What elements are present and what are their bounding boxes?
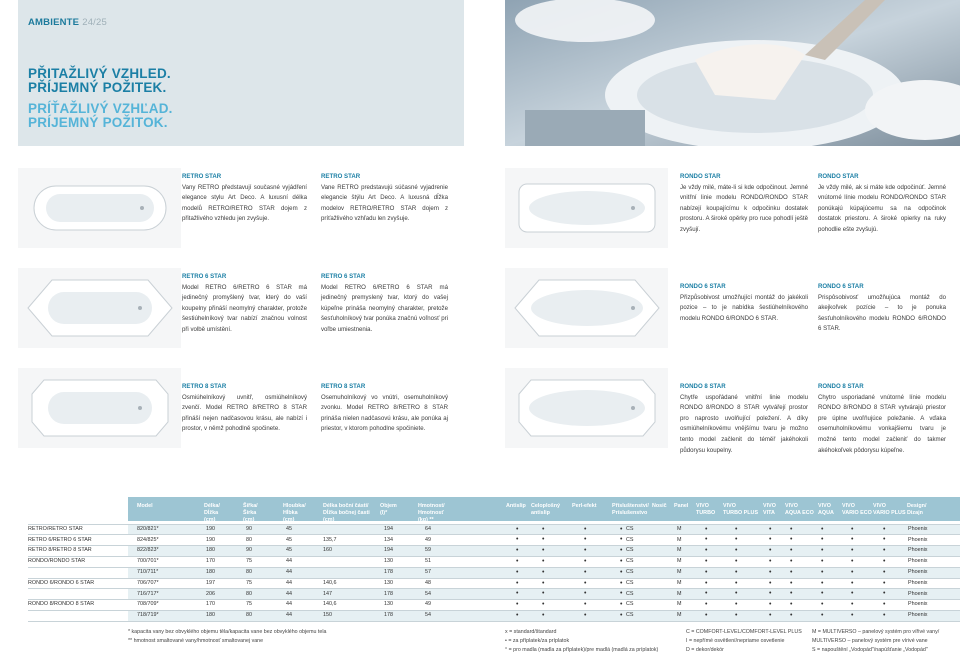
table-row-divider <box>28 534 960 535</box>
table-cell: Phoenix <box>908 558 928 565</box>
product-title: RETRO 6 STAR <box>321 273 366 280</box>
table-dot: • <box>735 547 738 555</box>
table-cell: 178 <box>384 612 393 619</box>
table-header-cell: VIVO VARIO PLUS <box>873 503 906 516</box>
table-cell: 44 <box>286 579 292 586</box>
table-dot: • <box>516 525 519 533</box>
table-dot: • <box>584 579 587 587</box>
table-group-label: RETRO 8/RETRO 8 STAR <box>28 547 92 554</box>
table-dot: • <box>790 590 793 598</box>
table-row-divider <box>28 621 960 622</box>
table-cell: 75 <box>246 579 252 586</box>
table-dot: • <box>883 568 886 576</box>
table-cell: 194 <box>384 525 393 532</box>
table-dot: • <box>821 601 824 609</box>
table-cell: 80 <box>246 536 252 543</box>
table-dot: • <box>620 568 623 576</box>
table-header-cell: Přísluštenství/ Príslušenstvo <box>612 503 649 516</box>
table-cell: 51 <box>425 558 431 565</box>
table-dot: • <box>620 590 623 598</box>
footnotes-left: * kapacita vany bez obvyklého objemu těla/kapacita vane bez obvyklého objemu tela ** hmotnost smaltované vany/hmotnosť smaltovanej vane <box>128 629 327 645</box>
table-cell: CS <box>626 590 634 597</box>
table-cell: CS <box>626 525 634 532</box>
table-dot: • <box>542 525 545 533</box>
table-header-cell: VIVO VITA <box>763 503 776 516</box>
product-text-rondo8-sk: RONDO 8 STAR Chytro usporiadané vnútorné línie modelu RONDO 8/RONDO 8 STAR vytvárajú priestor pre úplne uvoľňujúce poležanie. A vďaka osemuholníkovému vonkajšiemu tvaru je možné tento model začleniť do takmer akéhokoľvek pôdorysu kúpeľne. <box>818 383 946 454</box>
table-dot: • <box>542 547 545 555</box>
table-dot: • <box>584 601 587 609</box>
product-title: RETRO 6 STAR <box>182 273 227 280</box>
table-row-divider <box>28 588 960 589</box>
table-dot: • <box>821 579 824 587</box>
tub-image-rondo-6-star <box>505 268 668 348</box>
product-title: RONDO 8 STAR <box>818 383 864 390</box>
table-header-cell: VIVO TURBO PLUS <box>723 503 759 516</box>
table-cell: M <box>677 601 682 608</box>
table-cell: 80 <box>246 612 252 619</box>
table-cell: 170 <box>206 601 215 608</box>
table-cell: 708/709* <box>137 601 159 608</box>
table-dot: • <box>620 557 623 565</box>
page-number: 24/25 <box>82 17 107 28</box>
table-cell: 54 <box>425 612 431 619</box>
table-dot: • <box>516 601 519 609</box>
table-row <box>0 600 960 611</box>
table-header-cell: VIVO TURBO <box>696 503 716 516</box>
table-dot: • <box>821 590 824 598</box>
headline-sk-1: PRÍŤAŽLIVÝ VZHĽAD. <box>28 101 173 116</box>
table-cell: 54 <box>425 590 431 597</box>
table-row-divider <box>28 599 960 600</box>
table-header-cell: Šířka/ Šírka (cm) <box>243 503 258 523</box>
table-dot: • <box>516 590 519 598</box>
product-text-rondo8-cz: RONDO 8 STAR Chytře uspořádané vnitřní linie modelu RONDO 8/RONDO 8 STAR vytvářejí prostor pro naprosto uvolňující poležení. A díky osmiúhelníkovému vnějšímu tvaru je možno tento model začlenit do téměř jakéhokoli půdorysu koupelny. <box>680 383 808 454</box>
table-cell: Phoenix <box>908 612 928 619</box>
table-row <box>0 524 960 535</box>
table-dot: • <box>735 568 738 576</box>
tub-image-rondo-star <box>505 168 668 248</box>
table-dot: • <box>769 601 772 609</box>
table-cell: Phoenix <box>908 601 928 608</box>
table-header-cell: Objem (l)* <box>380 503 397 516</box>
product-text-rondo-cz: RONDO STAR Je vždy milé, máte-li si kde odpočinout. Jemné vnitřní linie modelu RONDO/RONDO STAR nabízejí koupajícímu k odpočinku dostatek prostoru. A široké opěrky pro ruce pohodlí ještě zvyšují. <box>680 173 808 233</box>
table-dot: • <box>883 525 886 533</box>
table-header-cell: VIVO AQUA <box>818 503 834 516</box>
table-cell: 178 <box>384 568 393 575</box>
table-cell: 75 <box>246 601 252 608</box>
table-dot: • <box>790 601 793 609</box>
table-dot: • <box>516 547 519 555</box>
table-dot: • <box>821 536 824 544</box>
table-dot: • <box>542 611 545 619</box>
table-cell: CS <box>626 579 634 586</box>
table-dot: • <box>769 525 772 533</box>
table-cell: 150 <box>323 612 332 619</box>
table-header-cell: Model <box>137 503 153 509</box>
product-text-retro8-cz: RETRO 8 STAR Osmiúhelníkový uvnitř, osmiúhelníkový zvenčí. Model RETRO 8/RETRO 8 STAR přináší nejen nadčasovou krásu, ale nabízí i prostor, v němž pohodlně spočinete. <box>182 383 307 433</box>
table-cell: 824/825* <box>137 536 159 543</box>
table-cell: 822/823* <box>137 547 159 554</box>
table-cell: 130 <box>384 601 393 608</box>
table-dot: • <box>705 525 708 533</box>
table-dot: • <box>769 557 772 565</box>
table-row-divider <box>28 610 960 611</box>
table-cell: 706/707* <box>137 579 159 586</box>
table-cell: 134 <box>384 536 393 543</box>
table-cell: CS <box>626 612 634 619</box>
table-dot: • <box>769 590 772 598</box>
table-cell: Phoenix <box>908 579 928 586</box>
table-cell: 140,6 <box>323 579 337 586</box>
table-dot: • <box>620 601 623 609</box>
table-dot: • <box>769 579 772 587</box>
table-dot: • <box>542 536 545 544</box>
table-dot: • <box>821 557 824 565</box>
table-cell: 190 <box>206 536 215 543</box>
table-cell: CS <box>626 536 634 543</box>
table-header-cell: Délka/ Dĺžka (cm) <box>204 503 220 523</box>
product-title: RONDO STAR <box>680 173 721 180</box>
table-row <box>0 567 960 578</box>
table-dot: • <box>735 601 738 609</box>
table-dot: • <box>851 601 854 609</box>
table-cell: 206 <box>206 590 215 597</box>
legend-right-1: C = COMFORT-LEVEL/COMFORT-LEVEL PLUS I = nepřímé osvětlení/nepriame osvetlenie D = dekor/dekór <box>686 629 802 654</box>
table-cell: 130 <box>384 558 393 565</box>
table-dot: • <box>516 611 519 619</box>
product-title: RONDO 6 STAR <box>818 283 864 290</box>
table-dot: • <box>516 568 519 576</box>
table-row <box>0 546 960 557</box>
product-text-rondo-sk: RONDO STAR Je vždy milé, ak si máte kde odpočinúť. Jemné vnútorné línie modelu RONDO/RONDO STAR ponúkajú kúpajúcemu sa na odpočinok dostatok priestoru. A široké opierky na ruky pohodlie ešte zvyšujú. <box>818 173 946 233</box>
table-cell: CS <box>626 558 634 565</box>
table-header-cell: Délka boční části/ Dĺžka bočnej časti (cm) <box>323 503 370 523</box>
table-cell: Phoenix <box>908 568 928 575</box>
table-cell: 130 <box>384 579 393 586</box>
table-dot: • <box>790 536 793 544</box>
table-dot: • <box>705 590 708 598</box>
table-dot: • <box>516 579 519 587</box>
table-header-cell: Hmotnost/ Hmotnosť (kg) ** <box>418 503 445 523</box>
table-dot: • <box>705 611 708 619</box>
table-dot: • <box>851 568 854 576</box>
table-cell: 44 <box>286 590 292 597</box>
table-dot: • <box>620 547 623 555</box>
product-text-retro8-sk: RETRO 8 STAR Osemuholníkový vo vnútri, osemuholníkový zvonku. Model RETRO 8/RETRO 8 STAR prináša nielen nadčasovú krásu, ale ponúka aj priestor, v ktorom pohodlne spočiniete. <box>321 383 448 433</box>
table-cell: 44 <box>286 568 292 575</box>
table-dot: • <box>584 547 587 555</box>
table-cell: 80 <box>246 568 252 575</box>
table-cell: M <box>677 547 682 554</box>
table-dot: • <box>883 579 886 587</box>
table-cell: 44 <box>286 558 292 565</box>
table-dot: • <box>851 525 854 533</box>
table-cell: 190 <box>206 525 215 532</box>
table-dot: • <box>584 525 587 533</box>
table-dot: • <box>705 601 708 609</box>
table-cell: 160 <box>323 547 332 554</box>
table-dot: • <box>584 536 587 544</box>
product-text-rondo6-cz: RONDO 6 STAR Přizpůsobivost umožňující montáž do jakékoli pozice – to je nabídka šestiúhelníkového modelu RONDO 6/RONDO 6 STAR. <box>680 283 808 322</box>
table-cell: 64 <box>425 525 431 532</box>
table-dot: • <box>620 525 623 533</box>
table-dot: • <box>705 579 708 587</box>
table-group-label: RONDO/RONDO STAR <box>28 558 86 565</box>
table-cell: CS <box>626 547 634 554</box>
table-dot: • <box>851 611 854 619</box>
table-cell: 45 <box>286 525 292 532</box>
table-dot: • <box>790 547 793 555</box>
table-row <box>0 556 960 567</box>
table-row <box>0 589 960 600</box>
table-dot: • <box>620 579 623 587</box>
table-cell: M <box>677 525 682 532</box>
table-dot: • <box>790 579 793 587</box>
table-dot: • <box>851 590 854 598</box>
table-dot: • <box>883 536 886 544</box>
headline-cz-1: PŘITAŽLIVÝ VZHLED. <box>28 66 171 81</box>
table-dot: • <box>542 568 545 576</box>
table-cell: M <box>677 590 682 597</box>
table-cell: 194 <box>384 547 393 554</box>
table-dot: • <box>821 525 824 533</box>
table-row-divider <box>28 524 960 525</box>
section-label: AMBIENTE 24/25 <box>28 17 107 28</box>
table-cell: Phoenix <box>908 525 928 532</box>
table-dot: • <box>851 536 854 544</box>
hero-photo <box>505 0 960 146</box>
table-cell: 140,6 <box>323 601 337 608</box>
table-dot: • <box>769 611 772 619</box>
table-cell: 49 <box>425 536 431 543</box>
table-cell: 90 <box>246 547 252 554</box>
table-dot: • <box>769 568 772 576</box>
legend-mid: x = standard/štandard • = za příplatek/za príplatok ° = pro madla (madla za příplatek)/pre madlá (madlá za príplatok) <box>505 629 659 654</box>
table-row <box>0 578 960 589</box>
table-dot: • <box>542 557 545 565</box>
product-title: RETRO STAR <box>321 173 361 180</box>
table-dot: • <box>790 611 793 619</box>
table-cell: 180 <box>206 568 215 575</box>
tub-image-rondo-8-star <box>505 368 668 448</box>
product-title: RETRO STAR <box>182 173 222 180</box>
table-dot: • <box>705 568 708 576</box>
table-header-cell: Perl-efekt <box>572 503 597 509</box>
table-dot: • <box>769 536 772 544</box>
table-dot: • <box>705 557 708 565</box>
table-cell: 49 <box>425 601 431 608</box>
table-cell: 180 <box>206 612 215 619</box>
table-dot: • <box>735 557 738 565</box>
table-row-divider <box>28 556 960 557</box>
table-cell: 48 <box>425 579 431 586</box>
table-header-cell: Panel <box>674 503 689 509</box>
product-text-retro6-sk: RETRO 6 STAR Model RETRO 6/RETRO 6 STAR má jedinečný premyslený tvar, ktorý do vašej kúpeľne prináša neomylný charakter, pretože šesťuholníkový tvar ponúka značnú voľnosť pri voľbe umiestnenia. <box>321 273 448 333</box>
table-cell: 700/701* <box>137 558 159 565</box>
table-dot: • <box>883 590 886 598</box>
table-dot: • <box>790 557 793 565</box>
table-cell: 75 <box>246 558 252 565</box>
table-row-divider <box>28 545 960 546</box>
table-dot: • <box>851 557 854 565</box>
table-group-label: RETRO/RETRO STAR <box>28 525 83 532</box>
table-header-cell: VIVO AQUA ECO <box>785 503 814 516</box>
table-cell: 718/719* <box>137 612 159 619</box>
table-row-divider <box>28 578 960 579</box>
table-row <box>0 535 960 546</box>
table-cell: M <box>677 612 682 619</box>
table-cell: M <box>677 579 682 586</box>
tub-image-retro-star <box>18 168 181 248</box>
headline-cz-2: PŘÍJEMNÝ POŽITEK. <box>28 80 167 95</box>
table-cell: 45 <box>286 547 292 554</box>
table-header-cell: VIVO VARIO ECO <box>842 503 872 516</box>
table-dot: • <box>883 611 886 619</box>
product-title: RONDO 6 STAR <box>680 283 726 290</box>
table-cell: M <box>677 536 682 543</box>
tub-image-retro-8-star <box>18 368 181 448</box>
table-dot: • <box>790 568 793 576</box>
table-dot: • <box>584 568 587 576</box>
product-title: RONDO STAR <box>818 173 859 180</box>
table-dot: • <box>584 590 587 598</box>
product-text-retro-sk: RETRO STAR Vane RETRO predstavujú súčasné vyjadrenie elegancie štýlu Art Deco. A luxusná dĺžka modelov RETRO/RETRO STAR dojem z príťažlivého vzhľadu len zvyšuje. <box>321 173 448 223</box>
table-dot: • <box>542 590 545 598</box>
table-dot: • <box>851 547 854 555</box>
table-dot: • <box>735 590 738 598</box>
table-cell: M <box>677 558 682 565</box>
table-dot: • <box>735 611 738 619</box>
table-header-cell: Celoplošný antislip <box>531 503 561 516</box>
table-cell: 180 <box>206 547 215 554</box>
table-cell: 716/717* <box>137 590 159 597</box>
table-cell: 135,7 <box>323 536 337 543</box>
table-header-cell: Design/ Dizajn <box>907 503 927 516</box>
table-header-cell: Nosič <box>652 503 667 509</box>
table-dot: • <box>735 579 738 587</box>
table-dot: • <box>620 611 623 619</box>
table-dot: • <box>883 557 886 565</box>
product-text-rondo6-sk: RONDO 6 STAR Prispôsobivosť umožňujúca montáž do akejkoľvek pozície – to je ponuka šesťuholníkového modelu RONDO 6/RONDO 6 STAR. <box>818 283 946 333</box>
table-dot: • <box>735 525 738 533</box>
table-cell: CS <box>626 601 634 608</box>
product-title: RETRO 8 STAR <box>182 383 227 390</box>
table-cell: 57 <box>425 568 431 575</box>
table-row-divider <box>28 567 960 568</box>
table-cell: 170 <box>206 558 215 565</box>
headline-sk-2: PRÍJEMNÝ POŽITOK. <box>28 115 168 130</box>
table-dot: • <box>821 611 824 619</box>
table-cell: Phoenix <box>908 547 928 554</box>
table-group-label: RONDO 6/RONDO 6 STAR <box>28 579 95 586</box>
table-dot: • <box>883 601 886 609</box>
table-row <box>0 610 960 621</box>
table-cell: 44 <box>286 601 292 608</box>
table-dot: • <box>769 547 772 555</box>
table-dot: • <box>735 536 738 544</box>
product-title: RONDO 8 STAR <box>680 383 726 390</box>
table-dot: • <box>584 611 587 619</box>
table-cell: 90 <box>246 525 252 532</box>
table-cell: 197 <box>206 579 215 586</box>
table-header-cell: Antislip <box>506 503 526 509</box>
table-cell: 44 <box>286 612 292 619</box>
product-text-retro-cz: RETRO STAR Vany RETRO představují současné vyjádření elegance stylu Art Deco. A luxusní délka modelů RETRO/RETRO STAR dojem z přitažlivého vzhledu jen zvyšuje. <box>182 173 307 223</box>
table-cell: 178 <box>384 590 393 597</box>
table-cell: 710/711* <box>137 568 159 575</box>
tub-image-retro-6-star <box>18 268 181 348</box>
table-cell: 820/821* <box>137 525 159 532</box>
table-dot: • <box>851 579 854 587</box>
table-dot: • <box>821 568 824 576</box>
legend-right-2: M = MULTIVERSO – panelový systém pro vířivé vany/ MULTIVERSO – panelový systém pre vírivé vane S = napouštění „Vodopád"/napúšťanie „Vodopád" <box>812 629 940 654</box>
table-dot: • <box>705 536 708 544</box>
table-cell: Phoenix <box>908 590 928 597</box>
table-cell: Phoenix <box>908 536 928 543</box>
table-cell: 45 <box>286 536 292 543</box>
table-dot: • <box>821 547 824 555</box>
table-cell: 80 <box>246 590 252 597</box>
table-dot: • <box>705 547 708 555</box>
table-dot: • <box>542 579 545 587</box>
table-dot: • <box>620 536 623 544</box>
table-group-label: RONDO 8/RONDO 8 STAR <box>28 601 95 608</box>
product-text-retro6-cz: RETRO 6 STAR Model RETRO 6/RETRO 6 STAR má jedinečný promyšlený tvar, který do vaší koupelny přináší neomylný charakter, protože šestiúhelníkový tvar nabízí značnou volnost při volbě umístění. <box>182 273 307 333</box>
table-cell: 147 <box>323 590 332 597</box>
table-dot: • <box>883 547 886 555</box>
table-dot: • <box>542 601 545 609</box>
table-dot: • <box>790 525 793 533</box>
table-dot: • <box>516 557 519 565</box>
table-dot: • <box>584 557 587 565</box>
table-group-label: RETRO 6/RETRO 6 STAR <box>28 536 92 543</box>
table-cell: M <box>677 568 682 575</box>
table-header-cell: Hloubka/ Hĺbka (cm) <box>283 503 306 523</box>
product-title: RETRO 8 STAR <box>321 383 366 390</box>
table-cell: CS <box>626 568 634 575</box>
table-cell: 59 <box>425 547 431 554</box>
table-dot: • <box>516 536 519 544</box>
